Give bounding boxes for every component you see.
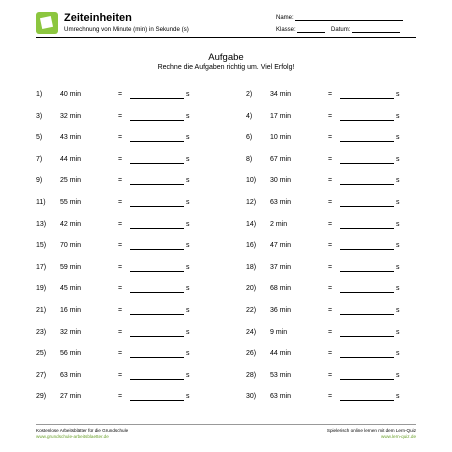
exercise-number: 30) xyxy=(246,393,257,401)
answer-unit: s xyxy=(186,263,190,271)
answer-blank[interactable] xyxy=(340,271,394,272)
equals-sign: = xyxy=(118,285,123,293)
exercise-value: 36 min xyxy=(270,307,292,314)
exercise-item xyxy=(246,306,406,316)
answer-unit: s xyxy=(186,134,190,142)
exercise-number: 23) xyxy=(36,328,47,336)
equals-sign: = xyxy=(328,307,333,314)
equals-sign: = xyxy=(328,263,333,271)
answer-unit: s xyxy=(186,350,190,358)
exercise-item xyxy=(246,284,406,294)
header-divider xyxy=(36,37,416,38)
exercise-number: 2) xyxy=(246,91,253,98)
exercise-value: 55 min xyxy=(60,199,82,206)
exercise-value: 37 min xyxy=(270,263,292,271)
exercise-item xyxy=(246,198,406,208)
exercise-value: 16 min xyxy=(60,307,82,314)
answer-unit: s xyxy=(396,112,400,120)
equals-sign: = xyxy=(328,393,333,401)
exercise-item xyxy=(36,349,196,359)
answer-unit: s xyxy=(396,177,400,185)
answer-unit: s xyxy=(396,328,400,336)
answer-unit: s xyxy=(186,393,190,401)
exercise-item xyxy=(246,328,406,338)
exercise-number: 16) xyxy=(246,242,257,250)
exercise-number: 26) xyxy=(246,350,257,358)
exercise-value: 10 min xyxy=(270,134,292,142)
answer-blank[interactable] xyxy=(130,228,184,229)
answer-blank[interactable] xyxy=(340,98,394,99)
exercise-value: 67 min xyxy=(270,155,292,163)
answer-blank[interactable] xyxy=(340,314,394,315)
answer-blank[interactable] xyxy=(130,292,184,293)
exercise-item xyxy=(246,220,406,230)
exercise-value: 25 min xyxy=(60,177,82,185)
answer-blank[interactable] xyxy=(130,357,184,358)
answer-blank[interactable] xyxy=(340,163,394,164)
exercise-number: 7) xyxy=(36,155,43,163)
equals-sign: = xyxy=(328,91,333,98)
worksheet-logo-icon xyxy=(36,12,58,34)
footer-divider xyxy=(36,424,416,425)
answer-unit: s xyxy=(186,155,190,163)
exercise-item xyxy=(246,371,406,381)
equals-sign: = xyxy=(328,134,333,142)
name-field[interactable] xyxy=(276,14,403,21)
exercise-value: 42 min xyxy=(60,220,82,228)
equals-sign: = xyxy=(118,91,123,98)
equals-sign: = xyxy=(118,177,123,185)
exercise-value: 32 min xyxy=(60,112,82,120)
exercise-number: 14) xyxy=(246,220,257,228)
equals-sign: = xyxy=(118,242,123,250)
class-blank-line xyxy=(297,26,325,33)
answer-blank[interactable] xyxy=(340,228,394,229)
exercise-value: 68 min xyxy=(270,285,292,293)
exercise-value: 30 min xyxy=(270,177,292,185)
exercise-number: 10) xyxy=(246,177,257,185)
exercise-value: 63 min xyxy=(270,199,292,206)
footer-left-link[interactable]: www.grundschule-arbeitsblaetter.de xyxy=(36,434,109,439)
answer-blank[interactable] xyxy=(130,184,184,185)
answer-unit: s xyxy=(396,393,400,401)
exercise-number: 17) xyxy=(36,263,47,271)
exercise-item xyxy=(36,371,196,381)
answer-unit: s xyxy=(186,307,190,314)
exercise-item xyxy=(246,133,406,143)
exercise-number: 4) xyxy=(246,112,253,120)
equals-sign: = xyxy=(118,350,123,358)
equals-sign: = xyxy=(328,155,333,163)
answer-unit: s xyxy=(186,177,190,185)
answer-blank[interactable] xyxy=(130,249,184,250)
exercise-item xyxy=(36,176,196,186)
equals-sign: = xyxy=(328,112,333,120)
exercise-value: 43 min xyxy=(60,134,82,142)
equals-sign: = xyxy=(118,263,123,271)
exercise-item xyxy=(246,392,406,402)
exercise-number: 13) xyxy=(36,220,47,228)
exercise-item xyxy=(36,241,196,251)
exercise-item xyxy=(36,220,196,230)
answer-unit: s xyxy=(396,350,400,358)
exercise-value: 70 min xyxy=(60,242,82,250)
exercise-value: 44 min xyxy=(270,350,292,358)
exercise-item xyxy=(246,155,406,165)
equals-sign: = xyxy=(118,155,123,163)
exercise-number: 5) xyxy=(36,134,43,142)
exercise-item xyxy=(246,176,406,186)
answer-unit: s xyxy=(396,242,400,250)
exercise-number: 9) xyxy=(36,177,43,185)
answer-unit: s xyxy=(396,91,400,98)
answer-unit: s xyxy=(186,371,190,379)
answer-blank[interactable] xyxy=(130,98,184,99)
exercise-value: 45 min xyxy=(60,285,82,293)
name-blank-line xyxy=(295,14,403,21)
answer-blank[interactable] xyxy=(130,400,184,401)
exercise-number: 6) xyxy=(246,134,253,142)
task-instruction: Rechne die Aufgaben richtig um. Viel Erfolg! xyxy=(157,64,295,71)
equals-sign: = xyxy=(118,307,123,314)
answer-unit: s xyxy=(186,285,190,293)
exercise-number: 18) xyxy=(246,263,257,271)
exercise-item xyxy=(36,133,196,143)
exercise-value: 59 min xyxy=(60,263,82,271)
answer-blank[interactable] xyxy=(340,206,394,207)
exercise-value: 2 min xyxy=(270,220,288,228)
date-blank-line xyxy=(352,26,400,33)
exercise-value: 44 min xyxy=(60,155,82,163)
exercise-value: 63 min xyxy=(270,393,292,401)
exercise-number: 24) xyxy=(246,328,257,336)
equals-sign: = xyxy=(328,220,333,228)
answer-blank[interactable] xyxy=(130,206,184,207)
exercise-number: 29) xyxy=(36,393,47,401)
answer-unit: s xyxy=(186,328,190,336)
answer-unit: s xyxy=(186,91,190,98)
exercise-item xyxy=(246,90,406,100)
exercise-value: 9 min xyxy=(270,328,288,336)
exercise-value: 47 min xyxy=(270,242,292,250)
exercise-number: 19) xyxy=(36,285,47,293)
exercise-number: 1) xyxy=(36,91,43,98)
answer-blank[interactable] xyxy=(340,249,394,250)
answer-blank[interactable] xyxy=(130,271,184,272)
exercise-item xyxy=(246,241,406,251)
exercise-value: 40 min xyxy=(60,91,82,98)
class-date-field[interactable] xyxy=(276,26,400,33)
answer-blank[interactable] xyxy=(340,400,394,401)
exercise-value: 63 min xyxy=(60,371,82,379)
equals-sign: = xyxy=(118,328,123,336)
exercise-number: 25) xyxy=(36,350,47,358)
equals-sign: = xyxy=(328,328,333,336)
answer-blank[interactable] xyxy=(340,336,394,337)
exercise-number: 12) xyxy=(246,199,257,206)
answer-blank[interactable] xyxy=(340,379,394,380)
exercise-item xyxy=(36,306,196,316)
answer-blank[interactable] xyxy=(130,141,184,142)
exercise-item xyxy=(36,263,196,273)
equals-sign: = xyxy=(118,134,123,142)
exercise-item xyxy=(36,112,196,122)
exercise-number: 28) xyxy=(246,371,257,379)
equals-sign: = xyxy=(328,242,333,250)
exercise-value: 53 min xyxy=(270,371,292,379)
class-label: Klasse: xyxy=(276,27,296,33)
answer-blank[interactable] xyxy=(340,292,394,293)
answer-unit: s xyxy=(186,242,190,250)
equals-sign: = xyxy=(328,350,333,358)
answer-blank[interactable] xyxy=(130,314,184,315)
footer-right-text: Spielerisch online lernen mit dem Lern-Quiz xyxy=(326,428,416,433)
equals-sign: = xyxy=(118,199,123,206)
answer-unit: s xyxy=(396,307,400,314)
exercise-item xyxy=(246,349,406,359)
answer-unit: s xyxy=(396,199,400,206)
footer-left-text: Kostenlose Arbeitsblätter für die Grundschule xyxy=(36,428,129,433)
answer-blank[interactable] xyxy=(340,357,394,358)
answer-blank[interactable] xyxy=(340,184,394,185)
name-label: Name: xyxy=(276,15,294,21)
exercise-number: 20) xyxy=(246,285,257,293)
equals-sign: = xyxy=(328,371,333,379)
equals-sign: = xyxy=(328,285,333,293)
answer-blank[interactable] xyxy=(130,336,184,337)
exercise-value: 32 min xyxy=(60,328,82,336)
answer-blank[interactable] xyxy=(340,120,394,121)
worksheet-header xyxy=(36,10,416,36)
answer-unit: s xyxy=(186,199,190,206)
footer-right xyxy=(327,428,416,440)
answer-unit: s xyxy=(186,220,190,228)
equals-sign: = xyxy=(118,220,123,228)
task-title: Aufgabe xyxy=(208,52,244,63)
exercise-number: 11) xyxy=(36,199,46,206)
answer-unit: s xyxy=(186,112,190,120)
exercise-number: 22) xyxy=(246,307,257,314)
equals-sign: = xyxy=(328,177,333,185)
exercise-item xyxy=(36,198,196,208)
exercise-item xyxy=(36,284,196,294)
exercise-value: 34 min xyxy=(270,91,292,98)
exercise-item xyxy=(246,112,406,122)
footer-left xyxy=(36,428,128,440)
equals-sign: = xyxy=(118,371,123,379)
answer-unit: s xyxy=(396,285,400,293)
exercise-item xyxy=(36,328,196,338)
answer-unit: s xyxy=(396,134,400,142)
answer-unit: s xyxy=(396,155,400,163)
exercise-number: 21) xyxy=(36,307,47,314)
exercise-number: 15) xyxy=(36,242,47,250)
exercise-number: 3) xyxy=(36,112,43,120)
exercise-value: 56 min xyxy=(60,350,82,358)
exercise-item xyxy=(36,155,196,165)
answer-unit: s xyxy=(396,263,400,271)
exercise-value: 17 min xyxy=(270,112,292,120)
worksheet-title: Zeiteinheiten xyxy=(64,12,132,24)
answer-blank[interactable] xyxy=(130,379,184,380)
answer-unit: s xyxy=(396,371,400,379)
answer-blank[interactable] xyxy=(340,141,394,142)
equals-sign: = xyxy=(328,199,333,206)
exercise-number: 8) xyxy=(246,155,253,163)
exercise-item xyxy=(246,263,406,273)
worksheet-subtitle: Umrechnung von Minute (min) in Sekunde (s) xyxy=(64,26,189,33)
answer-unit: s xyxy=(396,220,400,228)
answer-blank[interactable] xyxy=(130,120,184,121)
exercise-number: 27) xyxy=(36,371,47,379)
date-label: Datum: xyxy=(331,27,351,33)
exercise-value: 27 min xyxy=(60,393,82,401)
exercise-item xyxy=(36,392,196,402)
equals-sign: = xyxy=(118,393,123,401)
answer-blank[interactable] xyxy=(130,163,184,164)
exercise-item xyxy=(36,90,196,100)
footer-right-link[interactable]: www.lern-quiz.de xyxy=(381,434,416,439)
equals-sign: = xyxy=(118,112,123,120)
